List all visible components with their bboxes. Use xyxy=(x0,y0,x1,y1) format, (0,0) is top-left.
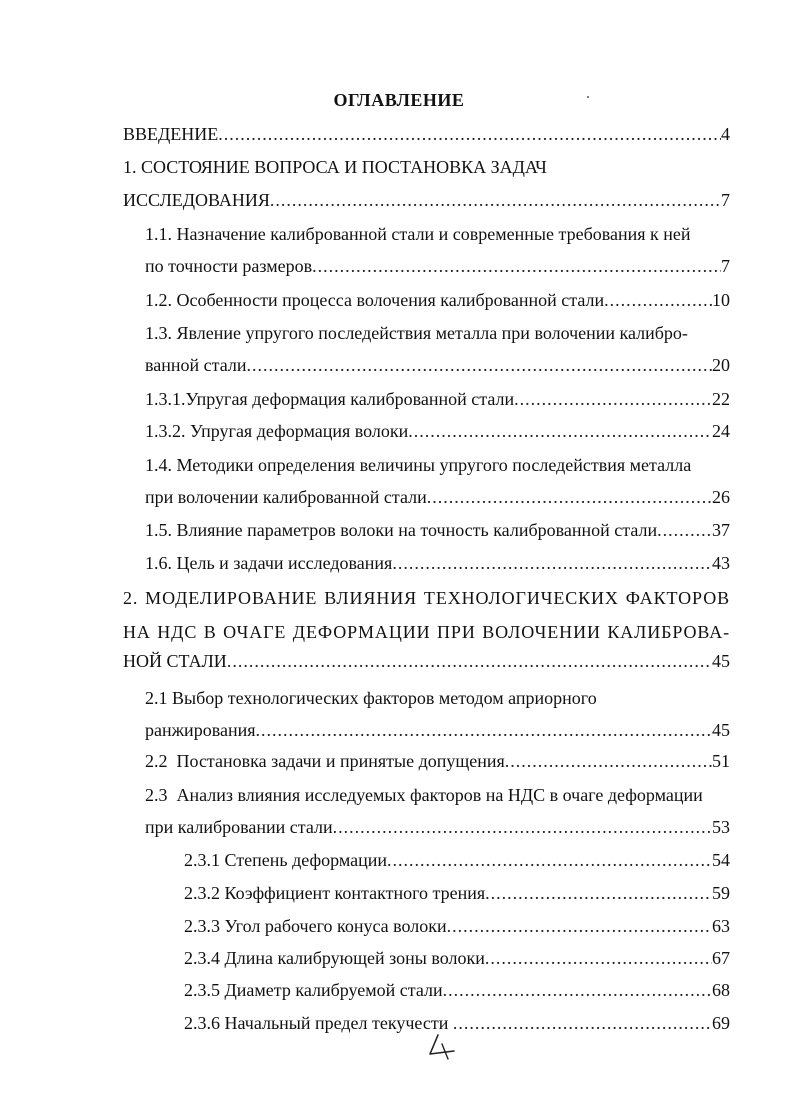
toc-entry-1-4-line-1: 1.4. Методики определения величины упругого последействия металла xyxy=(145,455,692,475)
toc-entry-2-1-line-1: 2.1 Выбор технологических факторов методом априорного xyxy=(145,688,597,708)
toc-entry-2-3-5: 2.3.5 Диаметр калибруемой стали ..... 68 xyxy=(184,975,730,1005)
toc-entry-chapter-2-line-3: НОЙ СТАЛИ ..... 45 xyxy=(123,646,730,676)
toc-entry-1-1-line-1: 1.1. Назначение калиброванной стали и современные требования к ней xyxy=(145,224,691,244)
toc-entry-2-3-2: 2.3.2 Коэффициент контактного трения ..... 59 xyxy=(184,878,730,908)
toc-entry-2-3-line-1: 2.3 Анализ влияния исследуемых факторов на НДС в очаге деформации xyxy=(145,785,703,805)
handwritten-page-number-icon xyxy=(424,1032,464,1062)
toc-entry-1-6: 1.6. Цель и задачи исследования ..... 43 xyxy=(145,548,730,578)
toc-entry-2-3-4: 2.3.4 Длина калибрующей зоны волоки ..... 67 xyxy=(184,943,730,973)
toc-entry-2-3-6: 2.3.6 Начальный предел текучести ..... 69 xyxy=(184,1008,730,1038)
toc-entry-chapter-2-line-1: 2. МОДЕЛИРОВАНИЕ ВЛИЯНИЯ ТЕХНОЛОГИЧЕСКИХ ФАКТОРОВ xyxy=(123,588,730,608)
toc-entry-intro: ВВЕДЕНИЕ ..... 4 xyxy=(123,119,730,149)
toc-entry-2-1-line-2: ранжирования ..... 45 xyxy=(145,715,730,745)
toc-entry-1-3-line-2: ванной стали ..... 20 xyxy=(145,350,730,380)
toc-entry-chapter-1-line-1: 1. СОСТОЯНИЕ ВОПРОСА И ПОСТАНОВКА ЗАДАЧ xyxy=(123,157,547,177)
scan-speck xyxy=(587,96,589,98)
toc-entry-1-1-line-2: по точности размеров ..... 7 xyxy=(145,251,730,281)
toc-entry-1-3-line-1: 1.3. Явление упругого последействия металла при волочении калибро- xyxy=(145,323,688,343)
toc-entry-1-5: 1.5. Влияние параметров волоки на точность калиброванной стали ..... 37 xyxy=(145,515,730,545)
toc-entry-2-3-line-2: при калибровании стали ..... 53 xyxy=(145,812,730,842)
toc-entry-1-3-1: 1.3.1.Упругая деформация калиброванной стали ..... 22 xyxy=(145,384,730,414)
toc-entry-1-2: 1.2. Особенности процесса волочения калиброванной стали ..... 10 xyxy=(145,285,730,315)
toc-entry-chapter-1-line-2: ИССЛЕДОВАНИЯ ..... 7 xyxy=(123,185,730,215)
toc-entry-1-3-2: 1.3.2. Упругая деформация волоки ..... 24 xyxy=(145,416,730,446)
toc-entry-2-3-1: 2.3.1 Степень деформации ..... 54 xyxy=(184,845,730,875)
toc-entry-chapter-2-line-2: НА НДС В ОЧАГЕ ДЕФОРМАЦИИ ПРИ ВОЛОЧЕНИИ КАЛИБРОВА- xyxy=(123,622,730,642)
toc-entry-2-2: 2.2 Постановка задачи и принятые допущения ..... 51 xyxy=(145,746,730,776)
page-title: ОГЛАВЛЕНИЕ xyxy=(333,90,465,110)
toc-entry-2-3-3: 2.3.3 Угол рабочего конуса волоки ..... 63 xyxy=(184,911,730,941)
toc-entry-1-4-line-2: при волочении калиброванной стали ..... 26 xyxy=(145,482,730,512)
